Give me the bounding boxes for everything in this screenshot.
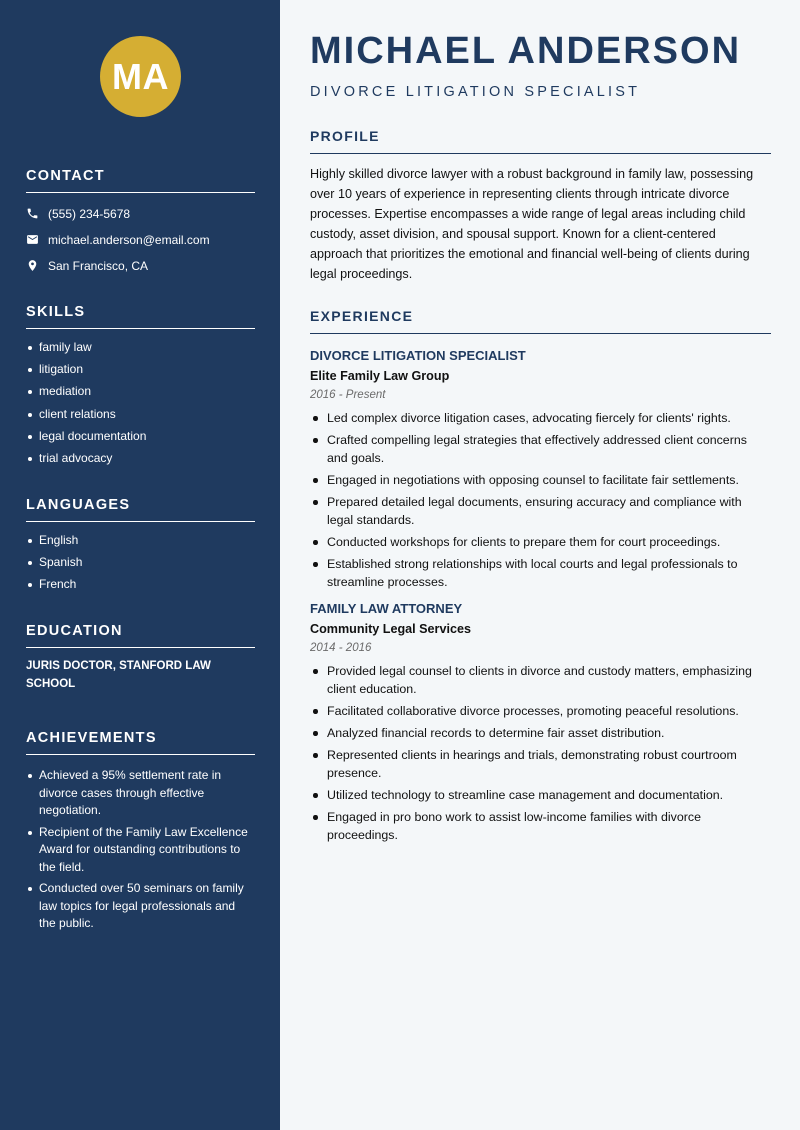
- language-item: French: [26, 576, 255, 594]
- contact-section: [26, 168, 255, 274]
- job-bullet: Conducted workshops for clients to prepare them for court proceedings.: [310, 533, 771, 551]
- job-bullet: Engaged in pro bono work to assist low-income families with divorce proceedings.: [310, 808, 771, 844]
- experience-section: [310, 308, 771, 848]
- language-item: English: [26, 532, 255, 550]
- education-degree: JURIS DOCTOR, STANFORD LAW SCHOOL: [26, 660, 211, 690]
- achievement-item: Conducted over 50 seminars on family law topics for legal professionals and the public.: [26, 880, 255, 933]
- job-company: Elite Family Law Group: [310, 369, 450, 383]
- achievements-heading: ACHIEVEMENTS: [26, 730, 255, 755]
- job-title: DIVORCE LITIGATION SPECIALIST: [310, 348, 526, 363]
- sidebar: [0, 0, 280, 1130]
- phone-icon: [26, 207, 39, 220]
- mail-icon: [26, 233, 39, 246]
- job-dates: 2016 - Present: [310, 389, 386, 401]
- location-pin-icon: [26, 259, 39, 272]
- contact-phone: [26, 205, 255, 222]
- profile-text: Highly skilled divorce lawyer with a robust background in family law, possessing over 10 years of experience in representing clients through intricate divorce processes. Expertise encompasses a wide range of legal areas including child custody, asset division, and spousal support. Known for a client-centered approach that prioritizes the emotional and financial well-being of clients during legal proceedings.: [310, 167, 754, 281]
- education-section: [26, 623, 255, 693]
- skill-item: mediation: [26, 383, 255, 401]
- skill-item: family law: [26, 339, 255, 357]
- education-heading: EDUCATION: [26, 623, 255, 648]
- phone-text: (555) 234-5678: [48, 206, 131, 221]
- job-bullet: Facilitated collaborative divorce processes, promoting peaceful resolutions.: [310, 702, 771, 720]
- languages-list: [26, 532, 255, 594]
- job-bullet: Utilized technology to streamline case management and documentation.: [310, 786, 771, 804]
- job-company: Community Legal Services: [310, 622, 471, 636]
- contact-email: [26, 231, 255, 248]
- contact-heading: CONTACT: [26, 168, 255, 193]
- skill-item: trial advocacy: [26, 450, 255, 468]
- job-bullets: [310, 662, 771, 844]
- job-bullet: Crafted compelling legal strategies that effectively addressed client concerns and goals.: [310, 431, 771, 467]
- achievements-list: [26, 767, 255, 933]
- candidate-title: DIVORCE LITIGATION SPECIALIST: [310, 84, 641, 100]
- job-bullet: Represented clients in hearings and trials, demonstrating robust courtroom presence.: [310, 746, 771, 782]
- skill-item: legal documentation: [26, 428, 255, 446]
- job-title: FAMILY LAW ATTORNEY: [310, 601, 463, 616]
- skills-section: [26, 304, 255, 472]
- candidate-name: MICHAEL ANDERSON: [310, 30, 742, 72]
- avatar: MA: [100, 36, 181, 117]
- job-bullet: Provided legal counsel to clients in divorce and custody matters, emphasizing client education.: [310, 662, 771, 698]
- profile-heading: PROFILE: [310, 128, 771, 154]
- job-entry: [310, 601, 771, 844]
- contact-location: [26, 257, 255, 274]
- job-bullet: Engaged in negotiations with opposing counsel to facilitate fair settlements.: [310, 471, 771, 489]
- achievement-item: Achieved a 95% settlement rate in divorce cases through effective negotiation.: [26, 767, 255, 820]
- job-bullet: Analyzed financial records to determine fair asset distribution.: [310, 724, 771, 742]
- job-entry: [310, 348, 771, 591]
- job-bullet: Led complex divorce litigation cases, advocating fiercely for clients' rights.: [310, 409, 771, 427]
- job-bullets: [310, 409, 771, 591]
- skills-list: [26, 339, 255, 467]
- job-bullet: Established strong relationships with local courts and legal professionals to streamline processes.: [310, 555, 771, 591]
- skill-item: litigation: [26, 361, 255, 379]
- achievements-section: [26, 730, 255, 937]
- languages-heading: LANGUAGES: [26, 497, 255, 522]
- language-item: Spanish: [26, 554, 255, 572]
- skill-item: client relations: [26, 406, 255, 424]
- location-text: San Francisco, CA: [48, 258, 149, 273]
- email-text: michael.anderson@email.com: [48, 232, 210, 247]
- job-dates: 2014 - 2016: [310, 642, 372, 654]
- skills-heading: SKILLS: [26, 304, 255, 329]
- languages-section: [26, 497, 255, 599]
- achievement-item: Recipient of the Family Law Excellence Award for outstanding contributions to the field.: [26, 824, 255, 877]
- experience-heading: EXPERIENCE: [310, 308, 771, 334]
- profile-section: [310, 128, 771, 284]
- job-bullet: Prepared detailed legal documents, ensuring accuracy and compliance with legal standards.: [310, 493, 771, 529]
